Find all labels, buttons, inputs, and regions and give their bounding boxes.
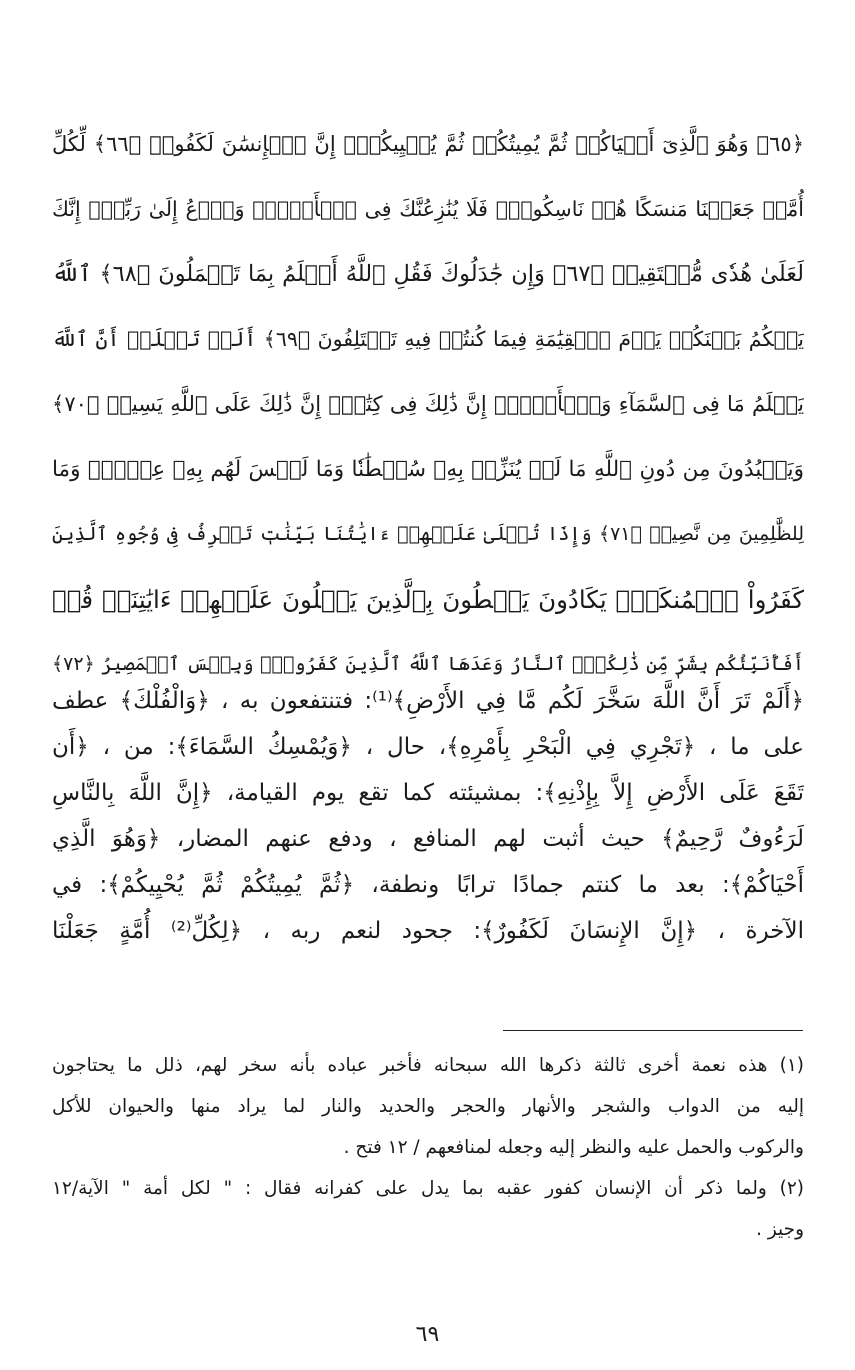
footnote-line: وجيز .	[756, 1219, 804, 1240]
quran-line: لَعَلَىٰ هُدٗى مُّسۡتَقِيمٖ ﴿٦٧﴾ وَإِن جَٰدَلُوكَ فَقُلِ ٱللَّهُ أَعۡلَمُ بِمَا تَعۡمَلُونَ ﴿٦٨﴾ ٱللَّهُ	[52, 261, 804, 287]
footnotes-block	[52, 1045, 804, 1250]
commentary-line: الآخرة ، ﴿إِنَّ الإِنسَانَ لَكَفُورٌ﴾: جحود لنعم ربه ، ﴿لِكُلِّ⁽²⁾ أُمَّةٍ جَعَلْنَا	[52, 918, 804, 944]
commentary-line: أَحْيَاكُمْ﴾: بعد ما كنتم جمادًا ترابًا ونطفة، ﴿ثُمَّ يُمِيتُكُمْ ثُمَّ يُحْيِيكُمْ﴾: في	[52, 872, 804, 898]
commentary-line: على ما ، ﴿تَجْرِي فِي الْبَحْرِ بِأَمْرِهِ﴾، حال ، ﴿وَيُمْسِكُ السَّمَاءَ﴾: من ، ﴿أَن	[52, 734, 804, 760]
commentary-line: ﴿أَلَمْ تَرَ أَنَّ اللَّهَ سَخَّرَ لَكُم مَّا فِي الأَرْضِ﴾⁽¹⁾: فتنتفعون به ، ﴿وَالْفُلْكَ﴾ عطف	[52, 688, 804, 714]
footnote-line: والركوب والحمل عليه والنظر إليه وجعله لمنافعهم / ١٢ فتح .	[343, 1137, 804, 1158]
quran-line: أُمَّةٖ جَعَلۡنَا مَنسَكًا هُمۡ نَاسِكُوهُۖ فَلَا يُنَٰزِعُنَّكَ فِى ٱلۡأَمۡرِۚ وَٱدۡعُ إِلَىٰ رَبِّكَۖ إِنَّكَ	[52, 197, 804, 221]
commentary-line: لَرَءُوفٌ رَّحِيمٌ﴾ حيث أثبت لهم المنافع ، ودفع عنهم المضار، ﴿وَهُوَ الَّذِي	[52, 826, 804, 852]
footnote-separator-rule	[503, 1030, 803, 1031]
tafsir-commentary-block	[52, 678, 804, 954]
footnote-line: (٢) ولما ذكر أن الإنسان كفور عقبه بما يدل على كفرانه فقال : " لكل أمة " الآية/١٢	[52, 1178, 804, 1199]
footnote-line: إليه من الدواب والشجر والأنهار والحجر والحديد والنار لما يراد منها والحيوان للأكل	[52, 1096, 804, 1117]
footnote-line: (١) هذه نعمة أخرى ثالثة ذكرها الله سبحانه فأخبر عباده بأنه سخر لهم، ذلل ما يحتاجون	[52, 1055, 804, 1076]
commentary-line: تَقَعَ عَلَى الأَرْضِ إِلاَّ بِإِذْنِهِ﴾: بمشيئته كما تقع يوم القيامة، ﴿إِنَّ اللَّهَ بِالنَّاسِ	[52, 780, 804, 806]
quran-verses-block	[52, 112, 804, 697]
quran-line: ﴿٦٥﴾ وَهُوَ ٱلَّذِىٓ أَحۡيَاكُمۡ ثُمَّ يُمِيتُكُمۡ ثُمَّ يُحۡيِيكُمۡۗ إِنَّ ٱلۡإِنسَٰنَ لَكَفُورٞ ﴿٦٦﴾ لِّكُلِّ	[52, 132, 804, 156]
quran-line: يَعۡلَمُ مَا فِى ٱلسَّمَآءِ وَٱلۡأَرۡضِۚ إِنَّ ذَٰلِكَ فِى كِتَٰبٍۚ إِنَّ ذَٰلِكَ عَلَى ٱللَّهِ يَسِيرٞ ﴿٧٠﴾	[52, 392, 804, 416]
page-number: ٦٩	[415, 1322, 440, 1347]
quran-line: أَفَأُنَبِّئُكُم بِشَرّٖ مِّن ذَٰلِكُمُۚ ٱلنَّارُ وَعَدَهَا ٱللَّهُ ٱلَّذِينَ كَفَرُواْۖ وَبِئۡسَ ٱلۡمَصِيرُ ﴿٧٢﴾	[52, 653, 804, 675]
quran-line: يَحۡكُمُ بَيۡنَكُمۡ يَوۡمَ ٱلۡقِيَٰمَةِ فِيمَا كُنتُمۡ فِيهِ تَخۡتَلِفُونَ ﴿٦٩﴾ أَلَمۡ تَعۡلَمۡ أَنَّ ٱللَّهَ	[52, 327, 804, 351]
quran-line: كَفَرُواْ ٱلۡمُنكَرَۖ يَكَادُونَ يَسۡطُونَ بِٱلَّذِينَ يَتۡلُونَ عَلَيۡهِمۡ ءَايَٰتِنَاۗ قُلۡ	[52, 585, 804, 614]
quran-line: وَيَعۡبُدُونَ مِن دُونِ ٱللَّهِ مَا لَمۡ يُنَزِّلۡ بِهِۦ سُلۡطَٰنٗا وَمَا لَيۡسَ لَهُم بِهِۦ عِلۡمٞۗ وَمَا	[52, 457, 804, 482]
quran-line: لِلظَّٰلِمِينَ مِن نَّصِيرٖ ﴿٧١﴾ وَإِذَا تُتۡلَىٰ عَلَيۡهِمۡ ءَايَٰتُنَا بَيِّنَٰتٖ تَعۡرِفُ فِى وُجُوهِ ٱلَّذِينَ	[52, 523, 804, 545]
